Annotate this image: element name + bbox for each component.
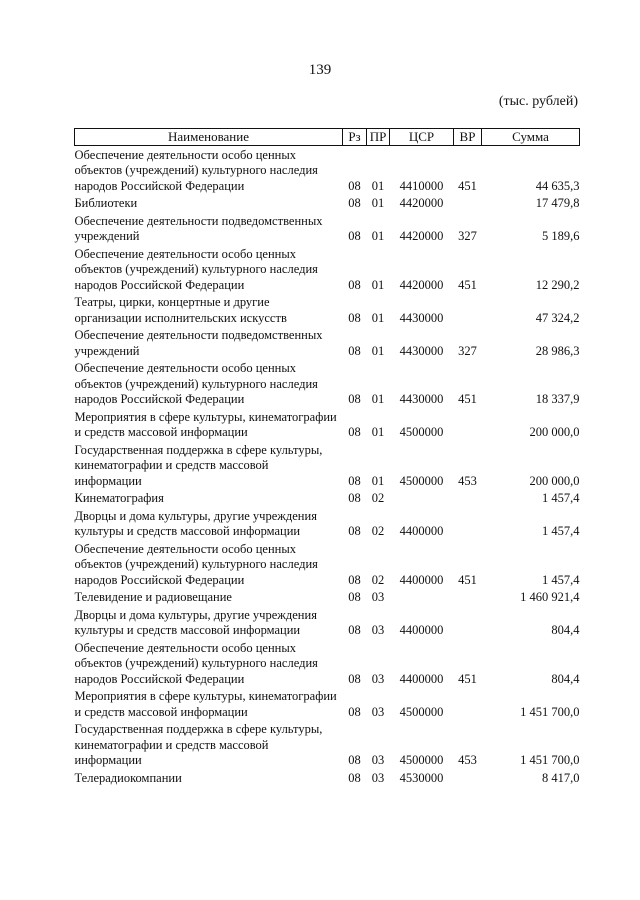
row-pr: 03	[371, 704, 385, 719]
row-rz: 08	[348, 392, 361, 406]
row-sum: 44 635,3	[535, 178, 580, 193]
row-vr	[454, 194, 482, 212]
row-vr: 451	[458, 178, 477, 193]
row-vr	[454, 489, 482, 507]
row-pr: 01	[371, 392, 385, 406]
table-row	[75, 326, 580, 359]
page-number: 139	[308, 62, 332, 78]
row-pr: 02	[371, 524, 385, 538]
header-sum: Сумма	[482, 129, 580, 146]
units-label: (тыс. рублей)	[498, 94, 578, 109]
row-rz: 08	[348, 753, 361, 767]
row-name: Мероприятия в сфере культуры, кинематографии и средств массовой информации	[74, 409, 337, 439]
row-pr: 01	[371, 196, 385, 210]
row-vr: 453	[458, 753, 477, 767]
table-row	[75, 507, 580, 540]
row-pr: 03	[371, 770, 385, 785]
row-vr: 327	[458, 229, 477, 243]
row-vr	[454, 769, 482, 787]
row-csr: 4530000	[399, 770, 444, 785]
row-sum: 1 451 700,0	[520, 704, 580, 719]
row-csr: 4500000	[399, 704, 444, 719]
table-header	[75, 129, 580, 146]
row-rz: 08	[348, 623, 361, 637]
row-pr: 02	[371, 572, 385, 587]
row-csr: 4430000	[399, 392, 444, 406]
row-vr	[454, 687, 482, 720]
row-rz: 08	[348, 343, 361, 358]
row-csr: 4400000	[399, 671, 444, 686]
row-name: Телерадиокомпании	[74, 770, 182, 785]
row-csr: 4500000	[399, 425, 444, 439]
row-rz: 08	[348, 178, 361, 193]
row-vr	[454, 606, 482, 639]
row-rz: 08	[348, 277, 361, 292]
table-row	[75, 687, 580, 720]
table-row	[75, 441, 580, 490]
row-csr	[390, 489, 454, 507]
row-sum: 18 337,9	[535, 392, 580, 406]
row-csr	[390, 588, 454, 606]
row-rz: 08	[348, 310, 361, 325]
row-sum: 28 986,3	[535, 343, 580, 358]
row-pr: 01	[371, 277, 385, 292]
table-row	[75, 489, 580, 507]
table-row	[75, 359, 580, 408]
row-rz: 08	[348, 229, 361, 243]
row-pr: 01	[371, 229, 385, 243]
row-vr: 453	[458, 473, 477, 488]
row-csr: 4410000	[399, 178, 444, 193]
row-name: Обеспечение деятельности особо ценных объектов (учреждений) культурного наследия народов Российской Федерации	[74, 147, 318, 193]
header-rz: Рз	[343, 129, 367, 146]
row-sum: 12 290,2	[535, 277, 580, 292]
row-rz: 08	[348, 524, 361, 538]
row-vr: 451	[458, 392, 477, 406]
row-pr: 03	[371, 753, 385, 767]
row-csr: 4500000	[399, 473, 444, 488]
row-vr	[454, 588, 482, 606]
row-name: Телевидение и радиовещание	[74, 590, 232, 604]
row-sum: 5 189,6	[542, 229, 580, 243]
row-vr: 451	[458, 277, 477, 292]
header-vr: ВР	[454, 129, 482, 146]
row-csr: 4400000	[399, 623, 444, 637]
row-pr: 01	[371, 310, 385, 325]
row-vr	[454, 408, 482, 441]
row-name: Мероприятия в сфере культуры, кинематографии и средств массовой информации	[74, 689, 337, 719]
row-csr: 4400000	[399, 572, 444, 587]
table-row	[75, 540, 580, 589]
header-name: Наименование	[75, 129, 343, 146]
row-sum: 804,4	[551, 671, 580, 686]
row-sum: 200 000,0	[529, 473, 580, 488]
table-row	[75, 145, 580, 194]
budget-table	[74, 128, 580, 786]
row-pr: 01	[371, 473, 385, 488]
row-sum: 1 457,4	[542, 491, 580, 505]
row-name: Обеспечение деятельности особо ценных объектов (учреждений) культурного наследия народов Российской Федерации	[74, 246, 318, 292]
table-row	[75, 194, 580, 212]
row-pr: 03	[371, 671, 385, 686]
row-csr: 4500000	[399, 753, 444, 767]
row-name: Обеспечение деятельности особо ценных объектов (учреждений) культурного наследия народов Российской Федерации	[74, 541, 318, 587]
row-rz: 08	[348, 473, 361, 488]
row-sum: 17 479,8	[535, 196, 580, 210]
row-rz: 08	[348, 671, 361, 686]
row-csr: 4430000	[399, 310, 444, 325]
row-pr: 01	[371, 343, 385, 358]
row-sum: 1 457,4	[542, 572, 580, 587]
row-rz: 08	[348, 196, 361, 210]
row-vr: 451	[458, 671, 477, 686]
table-row	[75, 606, 580, 639]
row-csr: 4400000	[399, 524, 444, 538]
row-name: Театры, цирки, концертные и другие организации исполнительских искусств	[74, 295, 287, 325]
table-row	[75, 769, 580, 787]
row-rz: 08	[348, 572, 361, 587]
table-row	[75, 720, 580, 769]
header-pr: ПР	[367, 129, 390, 146]
row-sum: 1 457,4	[542, 524, 580, 538]
table-row	[75, 245, 580, 294]
row-name: Обеспечение деятельности особо ценных объектов (учреждений) культурного наследия народов Российской Федерации	[74, 640, 318, 686]
row-name: Дворцы и дома культуры, другие учреждения культуры и средств массовой информации	[74, 607, 317, 637]
table-row	[75, 212, 580, 245]
row-name: Дворцы и дома культуры, другие учреждения культуры и средств массовой информации	[74, 508, 317, 538]
row-vr	[454, 293, 482, 326]
row-sum: 1 451 700,0	[520, 753, 580, 767]
row-sum: 8 417,0	[542, 770, 580, 785]
table-body	[75, 145, 580, 786]
row-rz: 08	[348, 491, 361, 505]
row-pr: 01	[371, 425, 385, 439]
row-csr: 4420000	[399, 196, 444, 210]
row-sum: 200 000,0	[529, 425, 580, 439]
row-vr	[454, 507, 482, 540]
row-sum: 804,4	[551, 623, 580, 637]
row-rz: 08	[348, 425, 361, 439]
row-sum: 47 324,2	[535, 310, 580, 325]
row-name: Обеспечение деятельности особо ценных объектов (учреждений) культурного наследия народов Российской Федерации	[74, 361, 318, 406]
table-row	[75, 639, 580, 688]
row-rz: 08	[348, 770, 361, 785]
row-pr: 03	[371, 590, 385, 604]
table-row	[75, 293, 580, 326]
row-pr: 03	[371, 623, 385, 637]
row-name: Библиотеки	[74, 196, 138, 210]
header-csr: ЦСР	[390, 129, 454, 146]
row-name: Кинематография	[74, 491, 164, 505]
row-pr: 01	[371, 178, 385, 193]
row-csr: 4420000	[399, 229, 444, 243]
row-name: Обеспечение деятельности подведомственных учреждений	[74, 328, 323, 358]
row-csr: 4420000	[399, 277, 444, 292]
row-vr: 327	[458, 343, 477, 358]
row-name: Государственная поддержка в сфере культуры, кинематографии и средств массовой информации	[74, 722, 323, 767]
row-rz: 08	[348, 704, 361, 719]
row-name: Обеспечение деятельности подведомственных учреждений	[74, 213, 323, 243]
row-name: Государственная поддержка в сфере культуры, кинематографии и средств массовой информации	[74, 442, 323, 488]
row-csr: 4430000	[399, 343, 444, 358]
table-row	[75, 588, 580, 606]
row-pr: 02	[371, 491, 385, 505]
table-row	[75, 408, 580, 441]
row-vr: 451	[458, 572, 477, 587]
row-sum: 1 460 921,4	[520, 590, 580, 604]
row-rz: 08	[348, 590, 361, 604]
